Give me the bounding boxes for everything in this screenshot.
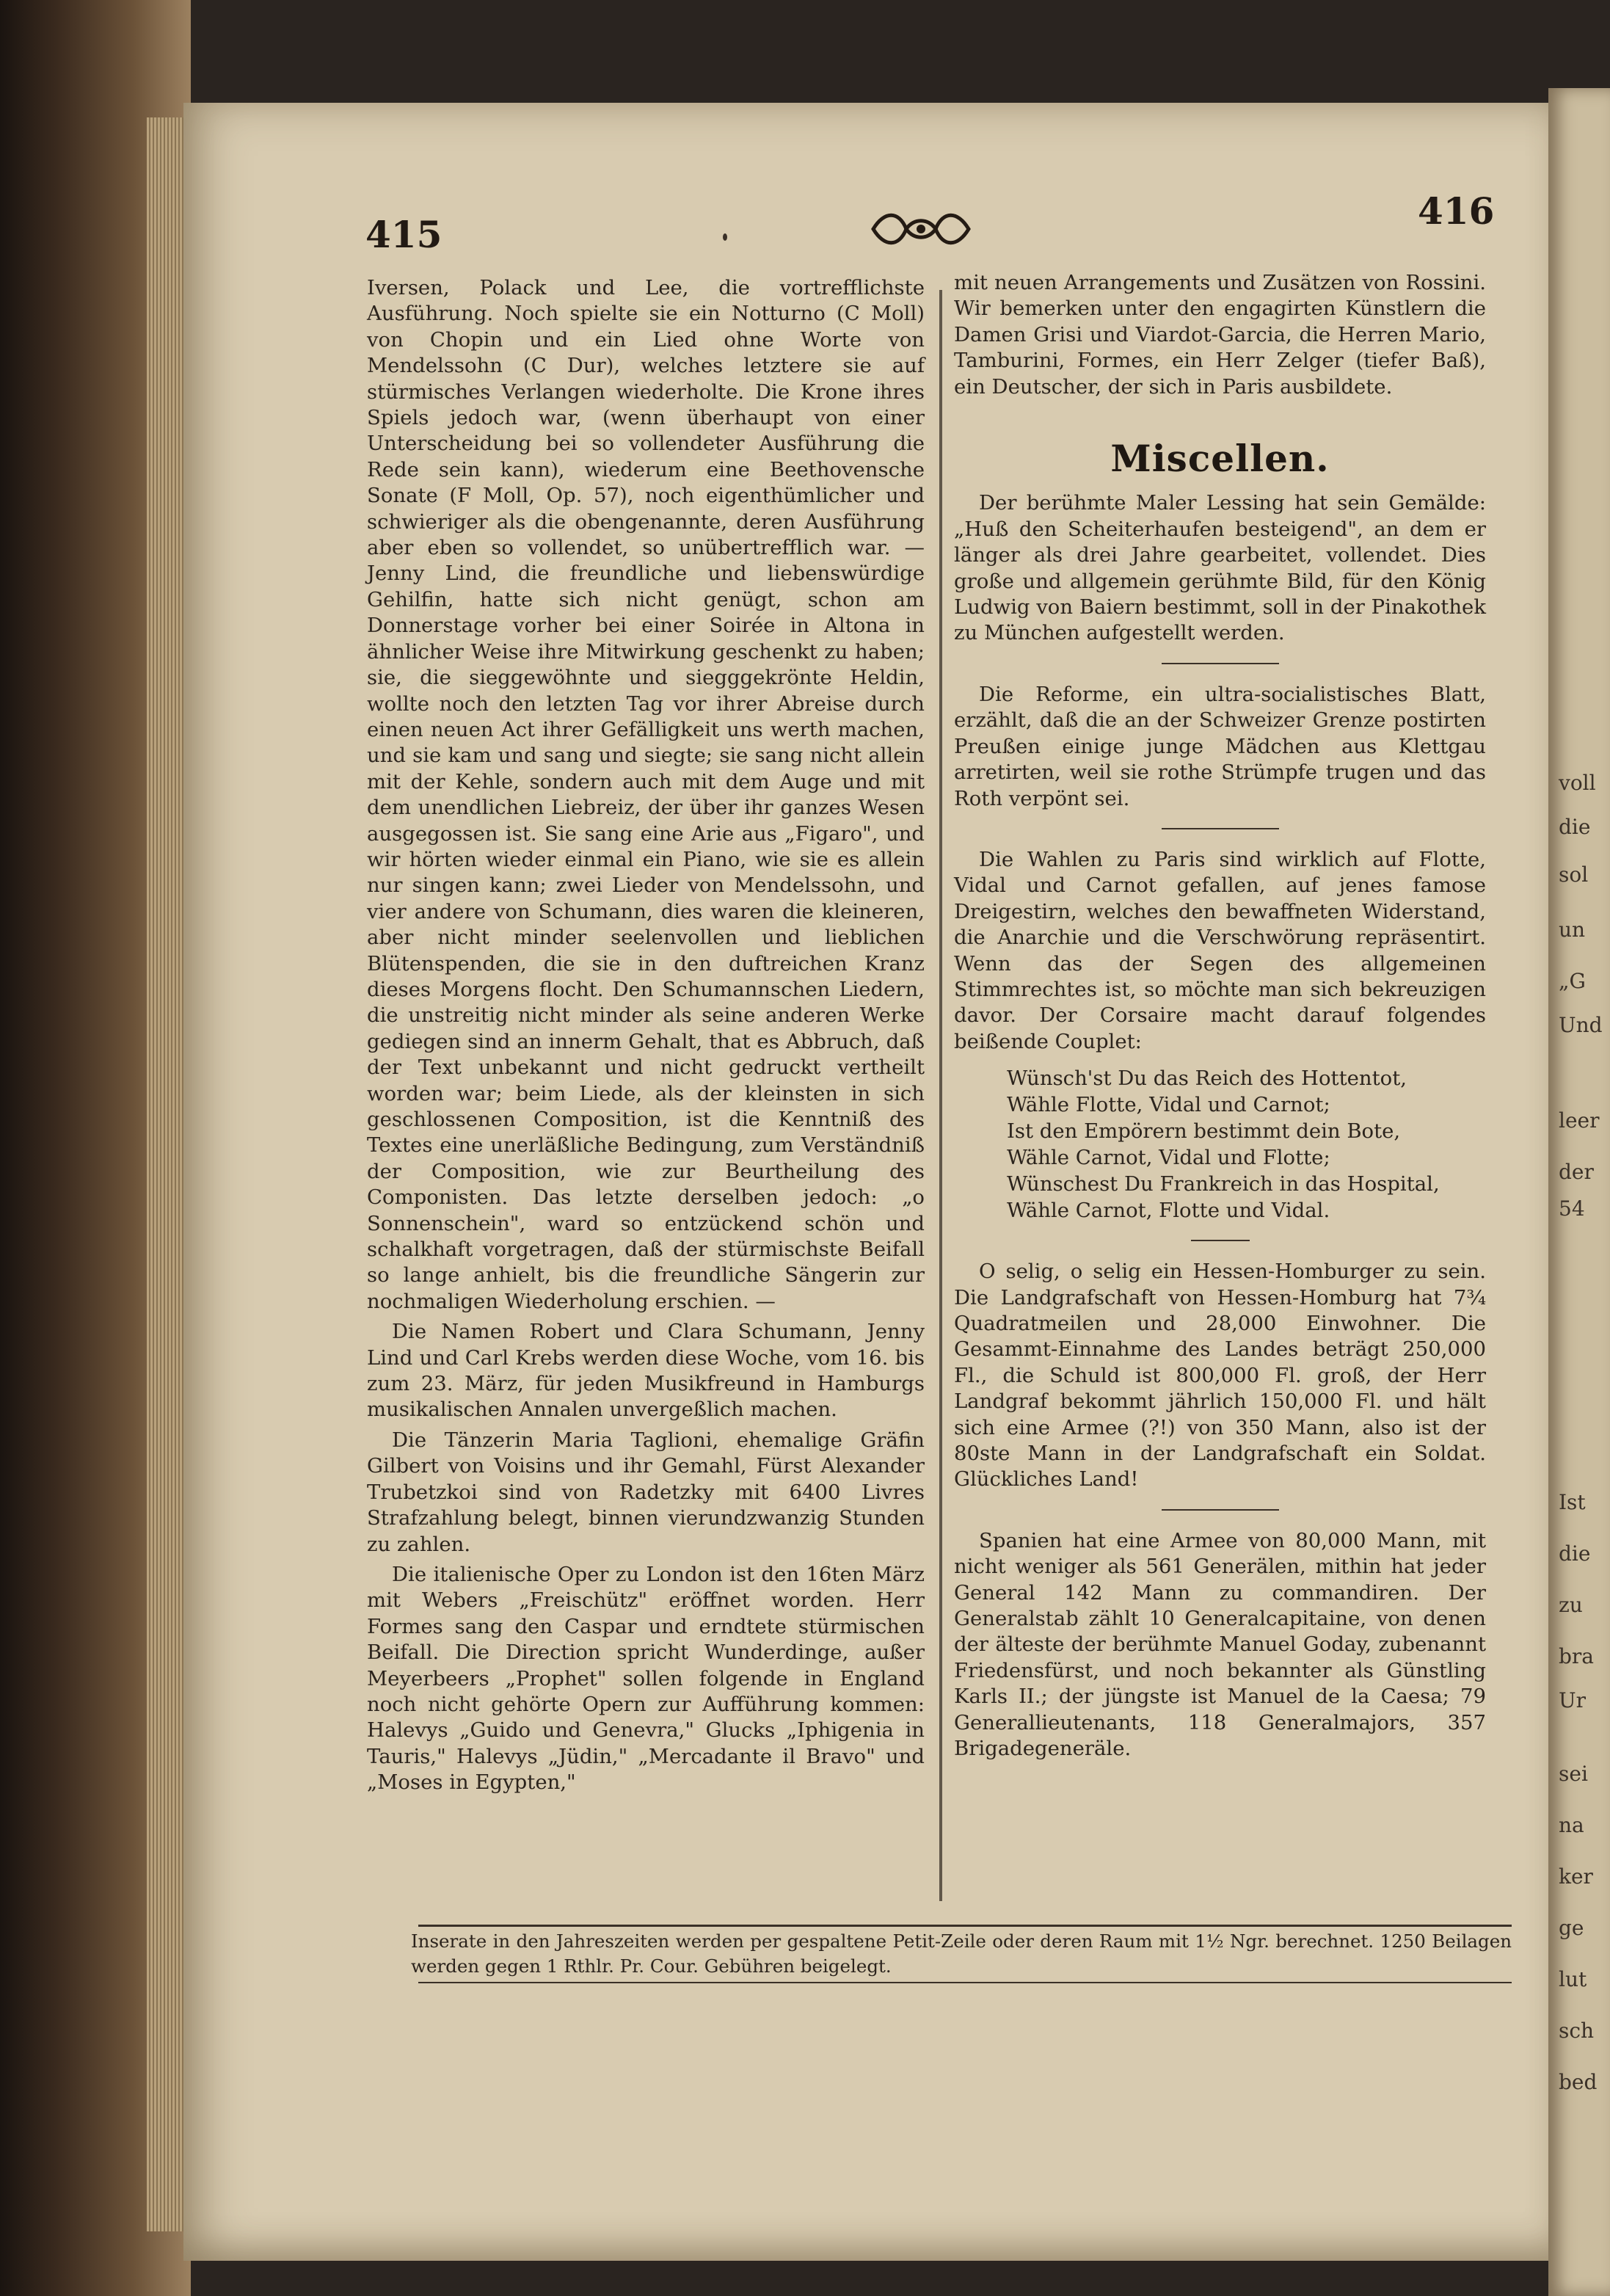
- neighbor-page-fragment: zu: [1559, 1593, 1583, 1617]
- left-paragraph-1: Iversen, Polack und Lee, die vortrefflichste Ausführung. Noch spielte sie ein Notturno (C Moll) von Chopin und ein Lied ohne Worte von Mendelssohn (C Dur), welches letztere sie auf stürmisches Verlangen wiederholte. Die Krone ihres Spiels jedoch war, (wenn überhaupt von einer Unterscheidung bei so vollendeter Ausführung die Rede sein kann), wiederum eine Beethovensche Sonate (F Moll, Op. 57), noch eigenthümlicher und schwieriger als die obengenannte, deren Ausführung aber eben so vollendet, so unübertrefflich war. — Jenny Lind, die freundliche und liebenswürdige Gehilfin, hatte sich nicht genügt, schon am Donnerstage vorher bei einer Soirée in Altona in ähnlicher Weise ihre Mitwirkung geschenkt zu haben; sie, die sieggewöhnte und siegggekrönte Heldin, wollte noch den letzten Tag vor ihrer Abreise durch einen neuen Act ihrer Gefälligkeit uns werth machen, und sie kam und sang und siegte; sie sang nicht allein mit der Kehle, sondern auch mit dem Auge und mit dem unendlichen Liebreiz, der über ihr ganzes Wesen ausgegossen ist. Sie sang eine Arie aus „Figaro", und wir hörten wieder einmal ein Piano, wie sie es allein nur singen kann; zwei Lieder von Mendelssohn, und vier andere von Schumann, dies waren die kleineren, aber nicht minder seelenvollen und lieblichen Blütenspenden, die sie in den duftreichen Kranz dieses Morgens flocht. Den Schumannschen Liedern, die unstreitig nicht minder als seine anderen Werke gediegen sind an innerm Gehalt, that es Abbruch, daß der Text unbekannt und nicht gedruckt vertheilt worden war; beim Liede, als der kleinsten in sich geschlossenen Composition, ist die Kenntniß des Textes eine unerläßliche Bedingung, zum Verständniß der Composition, wie zur Beurtheilung des Componisten. Das letzte derselben jedoch: „o Sonnenschein", ward so entzückend schön und schalkhaft vorgetragen, daß der stürmischste Beifall so lange anhielt, bis die freundliche Sängerin zur nochmaligen Wiederholung erschien. —: [367, 276, 925, 1313]
- misc-item-1: Der berühmte Maler Lessing hat sein Gemälde: „Huß den Scheiterhaufen besteigend", an dem er länger als drei Jahre gearbeitet, vollendet. Dies große und allgemein gerühmte Bild, für den König Ludwig von Baiern bestimmt, soll in der Pinakothek zu München aufgestellt werden.: [954, 491, 1486, 645]
- verse-line: Wünschest Du Frankreich in das Hospital,: [1007, 1172, 1440, 1196]
- separator-rule: [1162, 663, 1279, 664]
- neighbor-page-fragment: „G: [1559, 969, 1586, 993]
- ink-mark: [723, 233, 727, 241]
- neighbor-page-fragment: sei: [1559, 1762, 1588, 1786]
- page-number-right: 416: [1418, 189, 1495, 233]
- neighbor-page-fragment: der: [1559, 1160, 1594, 1184]
- verse-line: Wähle Flotte, Vidal und Carnot;: [1007, 1093, 1330, 1117]
- left-paragraph-2: Die Namen Robert und Clara Schumann, Jenny Lind und Carl Krebs werden diese Woche, vom 16. bis zum 23. März, für jeden Musikfreund in Hamburgs musikalischen Annalen unvergeßlich machen.: [367, 1320, 925, 1422]
- neighbor-page-fragment: 54: [1559, 1196, 1585, 1221]
- neighbor-page-fragment: Ist: [1559, 1490, 1586, 1514]
- misc-item-2: Die Reforme, ein ultra-socialistisches Blatt, erzählt, daß die an der Schweizer Grenze postirten Preußen einige junge Mädchen aus Klettgau arretirten, weil sie rothe Strümpfe trugen und das Roth verpönt sei.: [954, 682, 1486, 810]
- left-column: [367, 275, 925, 1801]
- header-ornament-icon: [866, 207, 976, 251]
- neighbor-page-fragment: Und: [1559, 1013, 1603, 1037]
- page-number-left: 415: [365, 213, 442, 256]
- next-page-sliver: [1548, 88, 1610, 2296]
- advertising-note: Inserate in den Jahreszeiten werden per gespaltene Petit-Zeile oder deren Raum mit 1½ Ngr. berechnet. 1250 Beilagen werden gegen 1 Rthlr. Pr. Cour. Gebühren beigelegt.: [411, 1930, 1512, 1977]
- neighbor-page-fragment: bra: [1559, 1644, 1595, 1668]
- left-paragraph-3: Die Tänzerin Maria Taglioni, ehemalige Gräfin Gilbert von Voisins und ihr Gemahl, Fürst Alexander Trubetzkoi sind von Radetzky mit 6400 Livres Strafzahlung belegt, binnen vierundzwanzig Stunden zu zahlen.: [367, 1428, 925, 1556]
- neighbor-page-fragment: Ur: [1559, 1688, 1586, 1712]
- neighbor-page-fragment: voll: [1559, 771, 1596, 795]
- misc-item-5: Spanien hat eine Armee von 80,000 Mann, mit nicht weniger als 561 Generälen, mithin hat jeder General 142 Mann zu commandiren. Der Generalstab zählt 10 Generalcapitaine, von denen der älteste der berühmte Manuel Goday, zubenannt Friedensfürst, und noch bekannter als Günstling Karls II.; der jüngste ist Manuel de la Caesa; 79 Generallieutenants, 118 Generalmajors, 357 Brigadegeneräle.: [954, 1528, 1486, 1761]
- misc-item-3: Die Wahlen zu Paris sind wirklich auf Flotte, Vidal und Carnot gefallen, auf jenes famose Dreigestirn, welches den bewaffneten Widerstand, die Anarchie und die Verschwörung repräsentirt. Wenn das der Segen des allgemeinen Stimmrechtes ist, so möchte man sich bekreuzigen davor. Der Corsaire macht darauf folgendes beißende Couplet:: [954, 847, 1486, 1053]
- right-column: [954, 270, 1486, 1766]
- verse-line: Wähle Carnot, Vidal und Flotte;: [1007, 1146, 1330, 1170]
- neighbor-page-fragment: leer: [1559, 1108, 1600, 1133]
- column-divider: [939, 290, 942, 1901]
- neighbor-page-fragment: sch: [1559, 2019, 1595, 2043]
- separator-rule: [1191, 1240, 1250, 1241]
- neighbor-page-fragment: die: [1559, 1541, 1591, 1566]
- verse-line: Wähle Carnot, Flotte und Vidal.: [1007, 1199, 1330, 1223]
- right-paragraph-1: mit neuen Arrangements und Zusätzen von Rossini. Wir bemerken unter den engagirten Künstlern die Damen Grisi und Viardot-Garcia, die Herren Mario, Tamburini, Formes, ein Herr Zelger (tiefer Baß), ein Deutscher, der sich in Paris ausbildete.: [954, 271, 1486, 399]
- neighbor-page-fragment: die: [1559, 815, 1591, 839]
- verse-line: Ist den Empörern bestimmt dein Bote,: [1007, 1119, 1401, 1144]
- section-title: Miscellen.: [1110, 437, 1330, 481]
- neighbor-page-fragment: ker: [1559, 1864, 1593, 1889]
- verse-line: Wünsch'st Du das Reich des Hottentot,: [1007, 1067, 1407, 1091]
- separator-rule: [1162, 828, 1279, 829]
- footer-rule-bottom: [418, 1982, 1512, 1983]
- neighbor-page-fragment: bed: [1559, 2070, 1598, 2094]
- left-paragraph-4: Die italienische Oper zu London ist den 16ten März mit Webers „Freischütz" eröffnet worden. Herr Formes sang den Caspar und erndtete stürmischen Beifall. Die Direction spricht Wunderdinge, außer Meyerbeers „Prophet" sollen folgende in England noch nicht gehörte Opern zur Aufführung kommen: Halevys „Guido und Genevra," Glucks „Iphigenia in Tauris," Halevys „Jüdin," „Mercadante il Bravo" und „Moses in Egypten,": [367, 1562, 925, 1795]
- footer-rule-top: [418, 1925, 1512, 1927]
- neighbor-page-fragment: un: [1559, 918, 1586, 942]
- separator-rule: [1162, 1509, 1279, 1511]
- misc-item-4: O selig, o selig ein Hessen-Homburger zu sein. Die Landgrafschaft von Hessen-Homburg hat 7¾ Quadratmeilen und 28,000 Einwohner. Die Gesammt-Einnahme des Landes beträgt 250,000 Fl., die Schuld ist 800,000 Fl. groß, der Herr Landgraf bekommt jährlich 150,000 Fl. und hält sich eine Armee (?!) von 350 Mann, also ist der 80ste Mann in der Landgrafschaft ein Soldat. Glückliches Land!: [954, 1260, 1486, 1492]
- verse-block: [1007, 1065, 1486, 1224]
- neighbor-page-fragment: sol: [1559, 862, 1589, 887]
- neighbor-page-fragment: ge: [1559, 1916, 1584, 1940]
- neighbor-page-fragment: lut: [1559, 1967, 1587, 1991]
- neighbor-page-fragment: na: [1559, 1813, 1584, 1837]
